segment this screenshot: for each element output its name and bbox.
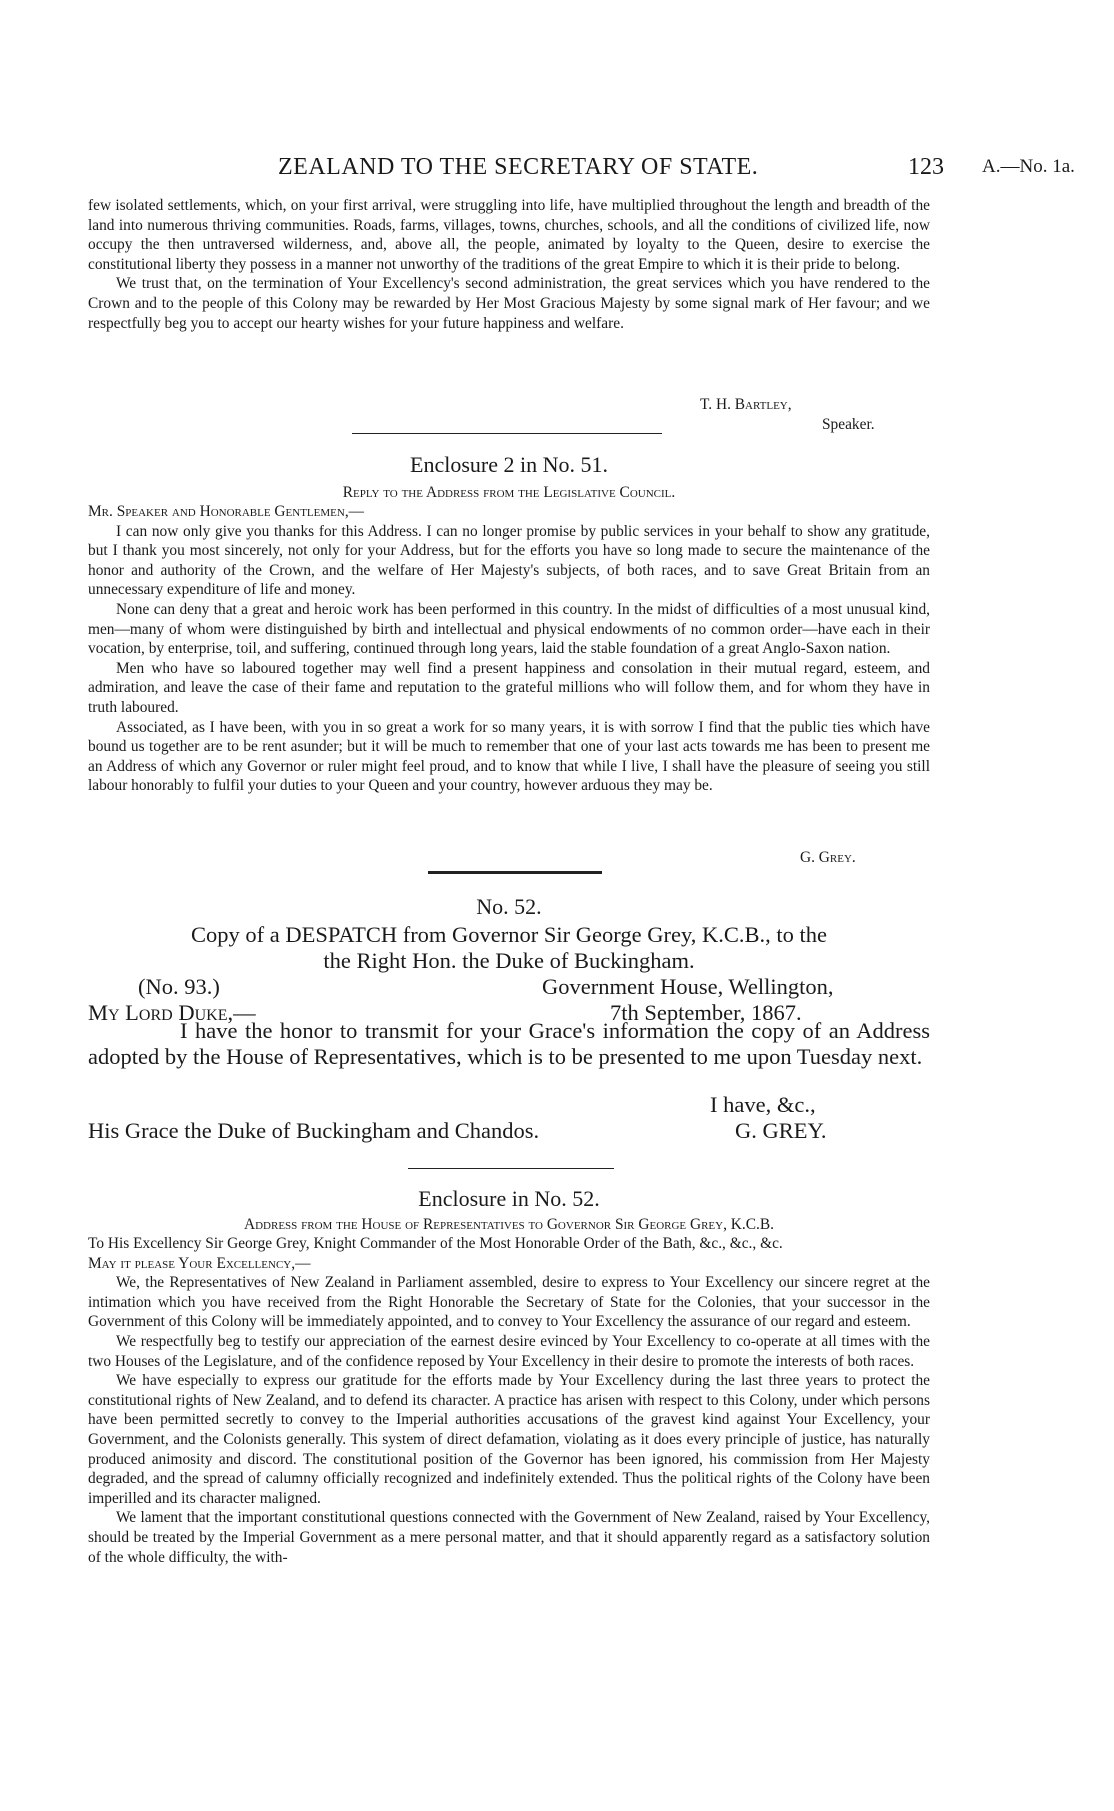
despatch-title-line-2: the Right Hon. the Duke of Buckingham. xyxy=(323,948,695,973)
opening-text xyxy=(88,196,930,333)
enclosure-2-text xyxy=(88,502,930,796)
signature-name: T. H. Bartley, xyxy=(700,396,792,413)
paragraph: We trust that, on the termination of Your Excellency's second administration, the great services which you have rendered to the Crown and to the people of this Colony may be rewarded by Her Most Gracious Majesty by some signal mark of Her favour; and we respectfully beg you to accept our hearty wishes for your future happiness and welfare. xyxy=(88,275,930,332)
section-divider xyxy=(408,1168,614,1169)
paragraph: Associated, as I have been, with you in so great a work for so many years, it is with sorrow I find that the public ties which have bound us together are to be rent asunder; but it will be much to remember that one of your last acts towards me has been to present me an Address of which any Governor or ruler might feel proud, and to know that while I live, I shall have the pleasure of seeing you still labour honorably to fulfil your duties to your Queen and your country, however arduous they may be. xyxy=(88,718,930,795)
salutation: Mr. Speaker and Honorable Gentlemen,— xyxy=(88,503,365,520)
paragraph: None can deny that a great and heroic work has been performed in this country. In the midst of difficulties of a most unusual kind, men—many of whom were distinguished by birth and intellectual and physical endowments of no common order—have each in their vocation, by enterprise, toil, and suffering, continued through long years, laid the stable foundation of a great Anglo-Saxon nation. xyxy=(88,600,930,658)
paragraph: We lament that the important constitutional questions connected with the Government of New Zealand, raised by Your Excellency, should be treated by the Imperial Government as a mere personal matter, and that it should apparently regard as a satisfactory solution of the whole difficulty, the with- xyxy=(88,1509,930,1566)
despatch-date: 7th September, 1867. xyxy=(610,1000,802,1025)
despatch-closing: I have, &c., xyxy=(710,1092,816,1117)
section-divider xyxy=(352,433,662,434)
enclosure-52-text xyxy=(88,1234,930,1567)
paragraph: few isolated settlements, which, on your first arrival, were struggling into life, have multiplied throughout the length and breadth of the land into numerous thriving communities. Roads, farms, villages, towns, churches, schools, and all the conditions of civilized life, now occupy the then untraversed wilderness, and, above all, the people, animated by loyalty to the Queen, desire to exercise the constitutional liberty they possess in a manner not unworthy of the traditions of the great Empire to which it is their pride to belong. xyxy=(88,197,930,273)
page-header xyxy=(88,154,1108,184)
despatch-location: Government House, Wellington, xyxy=(542,974,834,999)
salutation: May it please Your Excellency,— xyxy=(88,1254,311,1272)
paragraph: Men who have so laboured together may well find a present happiness and consolation in their mutual regard, esteem, and admiration, and leave the case of their fame and reputation to the grateful millions who will follow them, and for whom they have in truth laboured. xyxy=(88,659,930,716)
address-to-line: To His Excellency Sir George Grey, Knight Commander of the Most Honorable Order of the Bath, &c., &c., &c. xyxy=(88,1235,783,1252)
signature-role: Speaker. xyxy=(822,415,875,433)
paragraph: I have the honor to transmit for your Grace's information the copy of an Address adopted by the House of Representatives, which is to be presented to me upon Tuesday next. xyxy=(88,1018,930,1069)
despatch-addressee: His Grace the Duke of Buckingham and Chandos. xyxy=(88,1118,540,1143)
enclosure-52-subheading: Address from the House of Representatives to Governor Sir George Grey, K.C.B. xyxy=(244,1216,774,1233)
despatch-body xyxy=(88,1018,930,1070)
paragraph: We, the Representatives of New Zealand in Parliament assembled, desire to express to Your Excellency our sincere regret at the intimation which you have received from the Right Honorable the Secretary of State for the Colonies, that your successor in the Government of this Colony will be immediately appointed, and to convey to Your Excellency the assurance of our regard and esteem. xyxy=(88,1274,930,1331)
no-52-heading: No. 52. xyxy=(476,894,542,919)
enclosure-52-heading: Enclosure in No. 52. xyxy=(418,1186,600,1211)
paragraph: We have especially to express our gratitude for the efforts made by Your Excellency during the last three years to protect the constitutional rights of New Zealand, and to defend its character. A practice has arisen with respect to this Colony, under which persons have been permitted secretly to convey to the Imperial authorities accusations of the gravest kind against Your Excellency, your Government, and the Colonists generally. This system of direct defamation, violating as it does every principle of justice, has naturally produced animosity and discord. The constitutional position of the Governor has been ignored, his commission from Her Majesty degraded, and the spread of calumny officially recognized and indefinitely extended. Thus the political rights of the Colony have been imperilled and its character maligned. xyxy=(88,1372,930,1507)
speaker-signature xyxy=(88,395,930,434)
page-number: 123 xyxy=(908,154,944,180)
despatch-salutation: My Lord Duke,— xyxy=(88,1000,256,1025)
despatch-signature: G. GREY. xyxy=(735,1118,827,1143)
paragraph: We respectfully beg to testify our appreciation of the earnest desire evinced by Your Excellency to co-operate at all times with the two Houses of the Legislature, and of the confidence reposed by Your Excellency in their desire to promote the interests of both races. xyxy=(88,1332,930,1370)
paragraph: I can now only give you thanks for this Address. I can no longer promise by public services in your behalf to show any gratitude, but I thank you most sincerely, not only for your Address, but for the efforts you have so long made to secure the maintenance of the honor and authority of the Crown, and the welfare of Her Majesty's subjects, of both races, and to save Great Britain from an unnecessary expenditure of life and money. xyxy=(88,522,930,599)
despatch-title-line-1: Copy of a DESPATCH from Governor Sir George Grey, K.C.B., to the xyxy=(191,922,827,947)
running-title: ZEALAND TO THE SECRETARY OF STATE. xyxy=(278,154,759,180)
grey-signature: G. Grey. xyxy=(800,849,856,866)
section-divider xyxy=(428,871,602,874)
enclosure-2-subheading: Reply to the Address from the Legislative Council. xyxy=(342,484,676,501)
enclosure-2-heading: Enclosure 2 in No. 51. xyxy=(410,452,608,477)
despatch-number: (No. 93.) xyxy=(138,974,220,999)
paper-reference: A.—No. 1a. xyxy=(982,156,1075,177)
